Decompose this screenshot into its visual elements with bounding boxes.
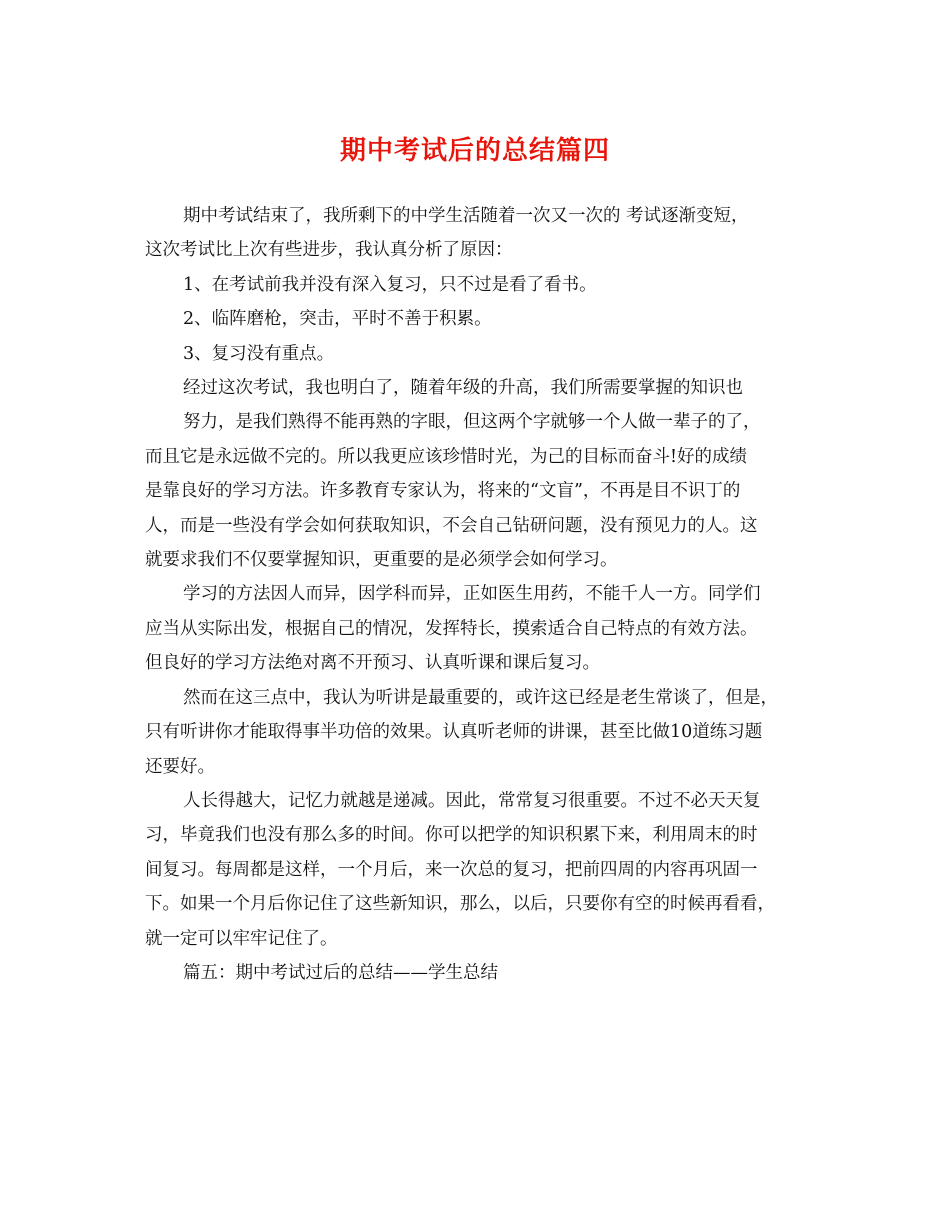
text-line: 经过这次考试，我也明白了，随着年级的升高，我们所需要掌握的知识也 (183, 378, 743, 399)
text-line: 这次考试比上次有些进步，我认真分析了原因： (145, 240, 513, 261)
text-line: 人，而是一些没有学会如何获取知识，不会自己钻研问题，没有预见力的人。这 (145, 515, 758, 536)
text-line: 间复习。每周都是这样，一个月后，来一次总的复习，把前四周的内容再巩固一 (145, 859, 758, 880)
document-body (145, 199, 810, 990)
text-line: 就一定可以牢牢记住了。 (145, 928, 338, 949)
text-line: 下。如果一个月后你记住了这些新知识，那么，以后，只要你有空的时候再看看， (145, 894, 775, 915)
text-line: 习，毕竟我们也没有那么多的时间。你可以把学的知识积累下来，利用周末的时 (145, 825, 758, 846)
text-line: 只有听讲你才能取得事半功倍的效果。认真听老师的讲课，甚至比做10道练习题 (145, 722, 763, 743)
list-item: 1、在考试前我并没有深入复习，只不过是看了看书。 (183, 274, 597, 295)
text-line: 然而在这三点中，我认为听讲是最重要的，或许这已经是老生常谈了，但是， (183, 687, 778, 708)
text-line: 期中考试结束了，我所剩下的中学生活随着一次又一次的 考试逐渐变短， (183, 206, 749, 226)
section-heading: 篇五：期中考试过后的总结——学生总结 (183, 962, 498, 983)
text-line: 还要好。 (145, 756, 215, 777)
list-item: 3、复习没有重点。 (183, 343, 335, 364)
text-line: 人长得越大，记忆力就越是递减。因此，常常复习很重要。不过不必天天复 (183, 790, 761, 811)
text-line: 是靠良好的学习方法。许多教育专家认为，将来的“文盲”，不再是目不识丁的 (145, 481, 741, 502)
text-line: 就要求我们不仅要掌握知识，更重要的是必须学会如何学习。 (145, 550, 618, 571)
text-line: 但良好的学习方法绝对离不开预习、认真听课和课后复习。 (145, 653, 600, 674)
list-item: 2、临阵磨枪，突击，平时不善于积累。 (183, 309, 492, 330)
document-title: 期中考试后的总结篇四 (339, 136, 610, 166)
text-line: 而且它是永远做不完的。所以我更应该珍惜时光，为己的目标而奋斗!好的成绩 (145, 446, 748, 467)
text-line: 学习的方法因人而异，因学科而异，正如医生用药，不能千人一方。同学们 (183, 584, 761, 605)
text-line: 努力，是我们熟得不能再熟的字眼，但这两个字就够一个人做一辈子的了， (183, 412, 761, 433)
text-line: 应当从实际出发，根据自己的情况，发挥特长，摸索适合自己特点的有效方法。 (145, 618, 758, 639)
